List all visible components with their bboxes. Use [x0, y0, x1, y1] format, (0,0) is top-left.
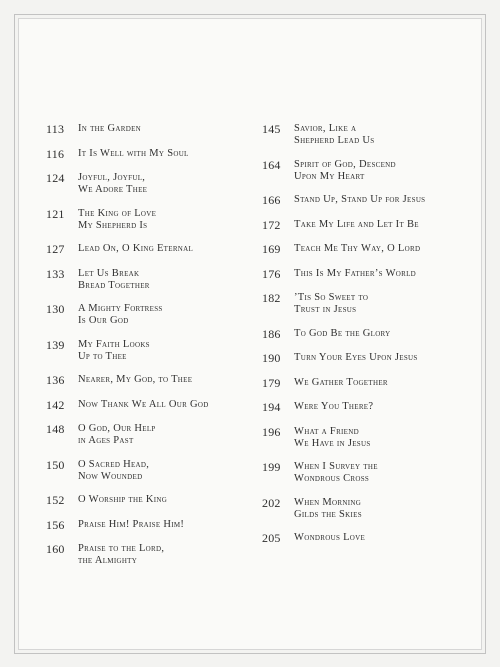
index-entry — [262, 268, 467, 293]
hymn-number: 172 — [262, 217, 281, 232]
index-entry — [46, 123, 251, 148]
hymn-title: Wondrous Love — [294, 532, 366, 543]
hymn-title: In the Garden — [78, 123, 142, 134]
hymn-number: 130 — [46, 302, 65, 316]
hymn-number: 179 — [262, 375, 281, 390]
hymn-number: 194 — [262, 400, 281, 414]
index-entry — [46, 543, 251, 579]
index-entry — [262, 352, 467, 377]
index-entry — [46, 494, 251, 519]
hymn-number: 182 — [262, 291, 281, 305]
hymn-title: When Morning Gilds the Skies — [294, 496, 362, 520]
index-entry — [46, 399, 251, 424]
index-entry — [46, 339, 251, 375]
index-entry — [262, 401, 467, 426]
index-entry — [262, 159, 467, 195]
index-entry — [46, 303, 251, 339]
index-column-left — [46, 123, 251, 579]
hymn-number: 124 — [46, 171, 65, 185]
index-entry — [46, 148, 251, 173]
hymn-title: A Mighty Fortress Is Our God — [78, 303, 163, 326]
hymn-title: This Is My Father’s World — [294, 267, 417, 279]
index-column-right — [262, 123, 467, 557]
hymn-number: 150 — [46, 457, 65, 472]
index-entry — [262, 426, 467, 462]
index-entry — [46, 519, 251, 544]
hymn-number: 136 — [46, 373, 65, 387]
hymn-number: 133 — [46, 266, 65, 281]
index-entry — [46, 423, 251, 459]
hymn-title: What a Friend We Have in Jesus — [294, 425, 371, 449]
hymn-number: 166 — [262, 193, 281, 207]
index-entry — [262, 219, 467, 244]
hymn-title: Now Thank We All Our God — [78, 398, 209, 410]
index-entry — [46, 172, 251, 208]
index-entry — [262, 328, 467, 353]
hymn-title: Stand Up, Stand Up for Jesus — [294, 194, 426, 205]
hymn-title: ’Tis So Sweet to Trust in Jesus — [294, 292, 369, 315]
hymn-number: 205 — [262, 531, 281, 545]
hymn-title: Turn Your Eyes Upon Jesus — [294, 352, 418, 363]
hymn-title: My Faith Looks Up to Thee — [78, 338, 150, 362]
index-entry — [46, 243, 251, 268]
hymn-title: It Is Well with My Soul — [78, 147, 189, 159]
index-entry — [262, 243, 467, 268]
index-entry — [46, 208, 251, 244]
hymn-title: Praise to the Lord, the Almighty — [78, 543, 165, 566]
hymn-number: 202 — [262, 495, 281, 510]
hymn-title: Lead On, O King Eternal — [78, 243, 194, 254]
index-entry — [262, 461, 467, 497]
hymn-number: 160 — [46, 542, 65, 556]
index-entry — [262, 497, 467, 533]
hymn-title: The King of Love My Shepherd Is — [78, 207, 157, 231]
hymn-title: O God, Our Help in Ages Past — [78, 423, 156, 446]
index-entry — [262, 292, 467, 328]
hymn-title: We Gather Together — [294, 376, 388, 388]
hymn-number: 176 — [262, 266, 281, 281]
hymn-title: Spirit of God, Descend Upon My Heart — [294, 158, 396, 182]
index-entry — [46, 459, 251, 495]
index-entry — [262, 123, 467, 159]
hymn-title: Were You There? — [294, 401, 374, 412]
hymn-title: When I Survey the Wondrous Cross — [294, 461, 378, 484]
hymn-number: 145 — [262, 122, 281, 136]
hymn-number: 199 — [262, 460, 281, 474]
hymn-title: O Worship the King — [78, 494, 168, 505]
index-entry — [46, 268, 251, 304]
hymn-number: 156 — [46, 517, 65, 532]
hymn-title: Teach Me Thy Way, O Lord — [294, 243, 421, 254]
index-entry — [262, 532, 467, 557]
hymn-title: Praise Him! Praise Him! — [78, 518, 185, 530]
hymn-title: To God Be the Glory — [294, 327, 391, 339]
hymn-number: 169 — [262, 242, 281, 256]
hymn-title: Take My Life and Let It Be — [294, 218, 419, 230]
hymn-number: 139 — [46, 337, 65, 352]
hymn-title: Nearer, My God, to Thee — [78, 374, 193, 385]
hymn-number: 148 — [46, 422, 65, 436]
hymn-title: Let Us Break Bread Together — [78, 267, 150, 291]
hymn-title: O Sacred Head, Now Wounded — [78, 458, 150, 482]
index-entry — [46, 374, 251, 399]
hymn-number: 116 — [46, 146, 65, 161]
hymn-number: 190 — [262, 351, 281, 365]
hymn-number: 164 — [262, 157, 281, 172]
hymn-number: 152 — [46, 493, 65, 507]
hymn-number: 113 — [46, 122, 65, 136]
hymn-number: 127 — [46, 242, 65, 256]
hymn-number: 186 — [262, 326, 281, 341]
hymn-title: Savior, Like a Shepherd Lead Us — [294, 123, 375, 146]
hymn-number: 196 — [262, 424, 281, 439]
hymn-title: Joyful, Joyful, We Adore Thee — [78, 172, 148, 195]
hymn-number: 142 — [46, 397, 65, 412]
index-entry — [262, 194, 467, 219]
index-entry — [262, 377, 467, 402]
hymn-number: 121 — [46, 206, 65, 221]
